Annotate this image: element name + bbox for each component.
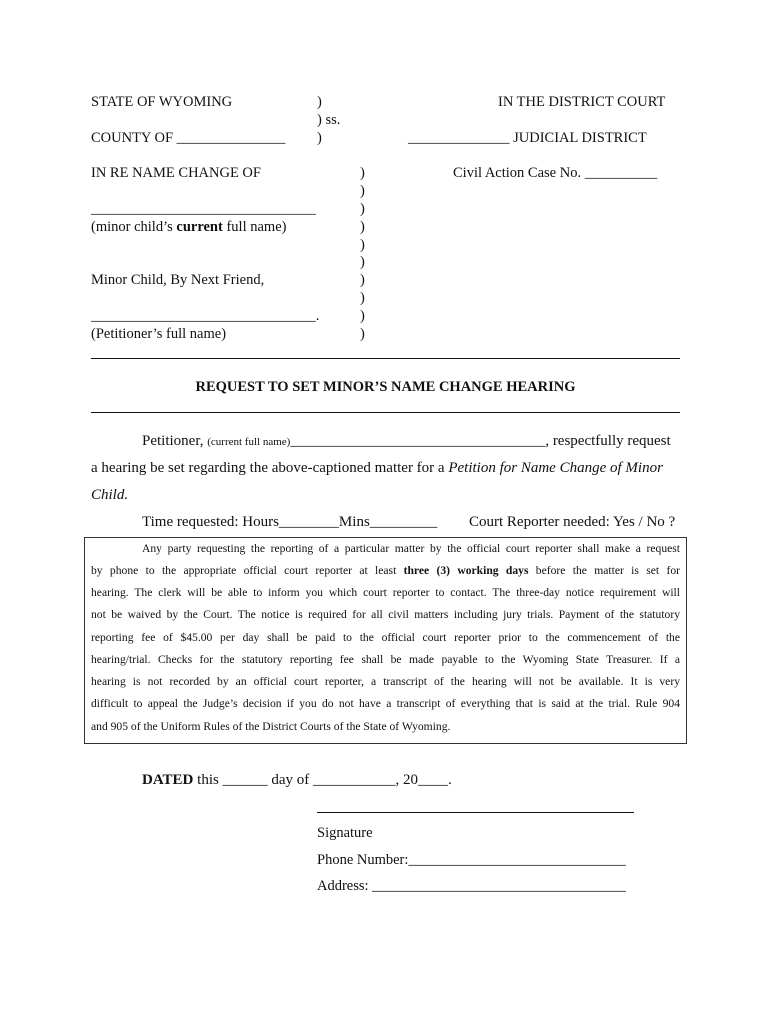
petitioner-name-label: (Petitioner’s full name)	[91, 326, 227, 342]
notice-line: hearing/trial. Checks for the statutory reporting fee shall be made payable to the Wyoming State Treasurer. If a	[91, 653, 680, 666]
time-requested: Time requested: Hours________Mins_________	[142, 514, 438, 530]
notice-line: hearing is not recorded by an official court reporter, a transcript of the hearing will not be available. It is very	[91, 675, 680, 688]
address: Address: ___________________________________	[317, 878, 626, 894]
notice-line: Any party requesting the reporting of a particular matter by the official court reporter shall make a request	[142, 542, 680, 555]
notice-line: not be waived by the Court. The notice is required for all civil matters including jury trials. Payment of the statutory	[91, 608, 680, 621]
notice-line: difficult to appeal the Judge’s decision if you do not have a transcript of everything that is said at the trial. Rule 904	[91, 697, 680, 710]
title-rule-top	[91, 358, 680, 359]
caption-paren: )	[360, 237, 365, 253]
notice-line: reporting fee of $45.00 per day shall be paid to the official court reporter prior to the commencement of the	[91, 631, 680, 644]
caption-paren: )	[360, 219, 365, 235]
petitioner-line: Petitioner, (current full name)__________________________________, respectfully request	[142, 433, 671, 449]
caption-paren: )	[360, 308, 365, 324]
caption-county-paren: )	[317, 130, 322, 146]
notice-line: and 905 of the Uniform Rules of the District Courts of the State of Wyoming.	[91, 720, 451, 733]
caption-county: COUNTY OF _______________	[91, 130, 286, 146]
petition-line: a hearing be set regarding the above-captioned matter for a Petition for Name Change of Minor	[91, 460, 663, 476]
caption-paren: )	[360, 201, 365, 217]
caption-paren: )	[360, 290, 365, 306]
petition-line-end: Child.	[91, 487, 129, 503]
signature-label: Signature	[317, 825, 373, 841]
phone-number: Phone Number:______________________________	[317, 852, 626, 868]
petitioner-name-blank: _______________________________.	[91, 308, 320, 324]
court-reporter-needed: Court Reporter needed: Yes / No ?	[469, 514, 676, 530]
caption-state: STATE OF WYOMING	[91, 94, 233, 110]
title-rule-bottom	[91, 412, 680, 413]
caption-paren: )	[360, 165, 365, 181]
caption-in-re: IN RE NAME CHANGE OF	[91, 165, 261, 181]
minor-child-next-friend: Minor Child, By Next Friend,	[91, 272, 265, 288]
minor-name-label: (minor child’s current full name)	[91, 219, 287, 235]
caption-court: IN THE DISTRICT COURT	[498, 94, 666, 110]
caption-paren: )	[360, 254, 365, 270]
minor-name-blank: _______________________________	[91, 201, 316, 217]
caption-paren: )	[360, 326, 365, 342]
signature-line	[317, 812, 634, 813]
caption-district: ______________ JUDICIAL DISTRICT	[408, 130, 647, 146]
document-title: REQUEST TO SET MINOR’S NAME CHANGE HEARING	[195, 379, 576, 395]
caption-paren: )	[360, 183, 365, 199]
notice-line: hearing. The clerk will be able to inform you which court reporter to contact. The three-day notice requirement will	[91, 586, 680, 599]
caption-state-paren: )	[317, 94, 322, 110]
caption-case-number: Civil Action Case No. __________	[453, 165, 658, 181]
caption-ss: ) ss.	[317, 112, 341, 128]
dated-line: DATED this ______ day of ___________, 20____.	[142, 772, 452, 788]
caption-paren: )	[360, 272, 365, 288]
notice-line: by phone to the appropriate official court reporter at least three (3) working days before the matter is set for	[91, 564, 680, 577]
